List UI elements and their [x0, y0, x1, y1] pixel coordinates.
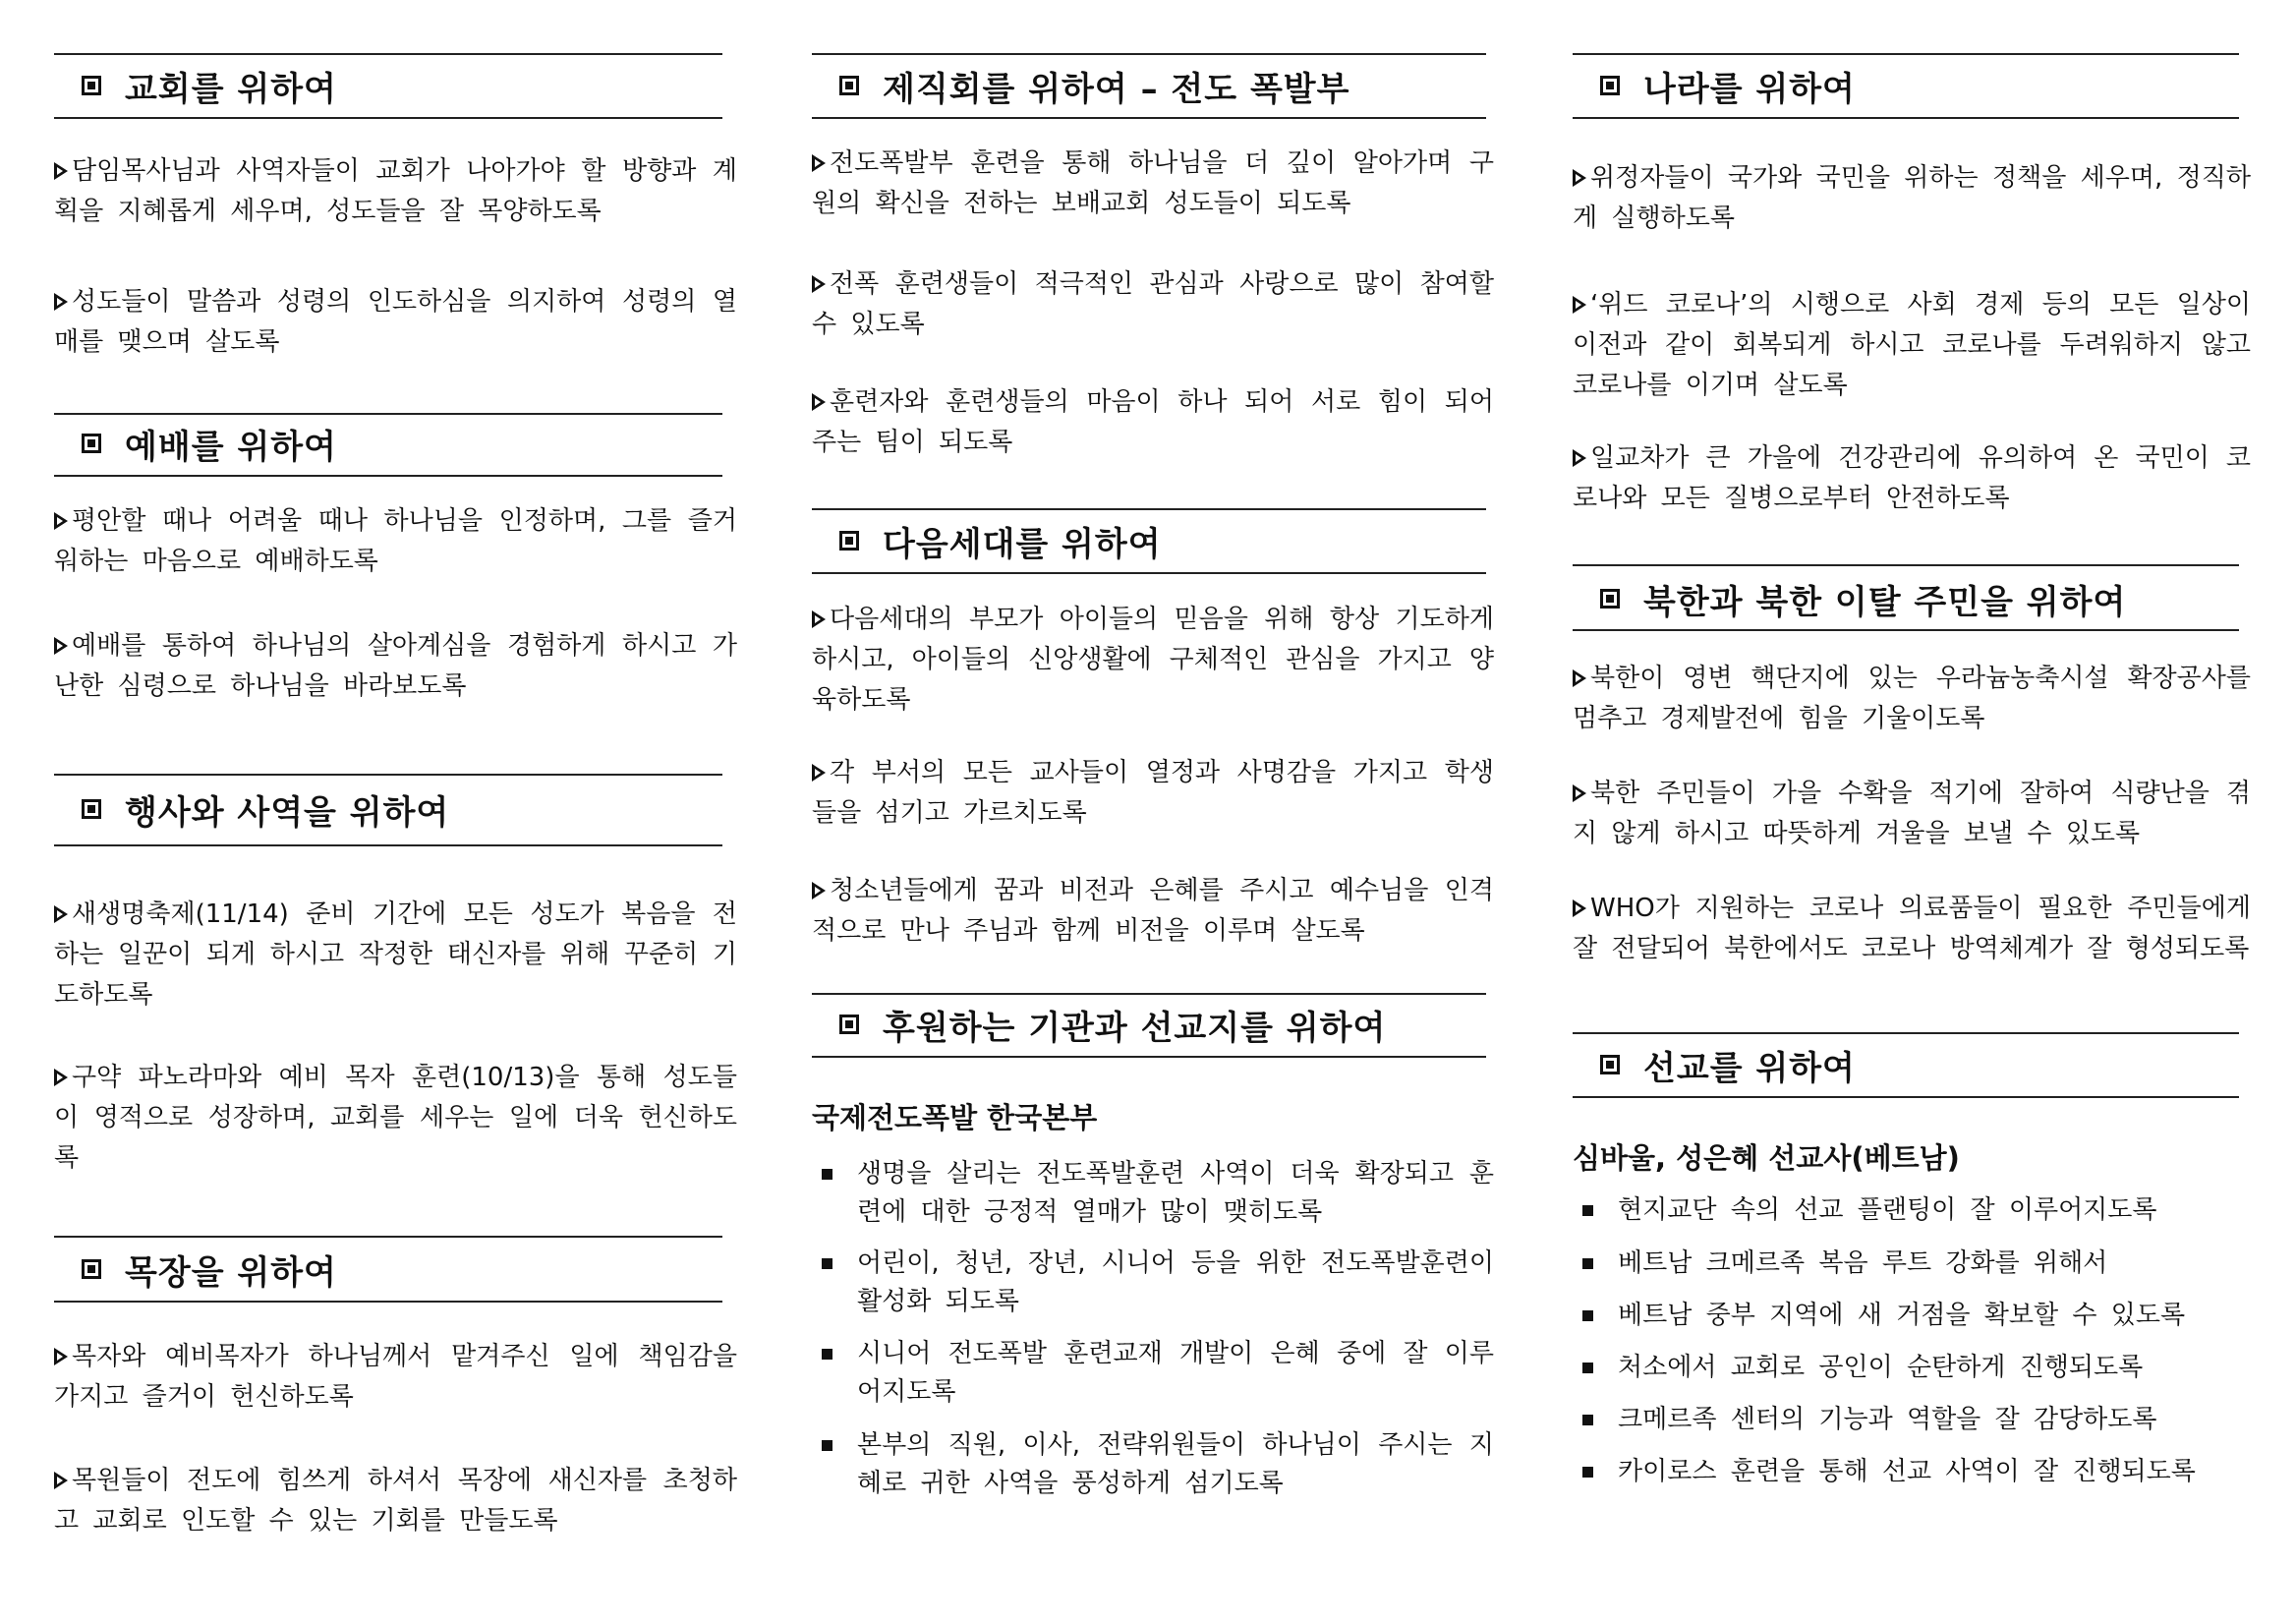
section-title: 나라를 위하여 [1643, 69, 1856, 109]
section-heading [1600, 62, 1856, 109]
square-bullet-icon [1600, 76, 1620, 95]
bullet-item [1573, 1297, 2251, 1335]
section-heading [839, 62, 1349, 109]
prayer-item [54, 626, 737, 707]
prayer-item-text: 북한이 영변 핵단지에 있는 우라늄농축시설 확장공사를 멈추고 경제발전에 힘을 기울이도록 [1573, 664, 2251, 733]
section-heading [82, 62, 337, 109]
triangle-marker-icon [54, 1348, 68, 1365]
bullet-item-text: 생명을 살리는 전도폭발훈련 사역이 더욱 확장되고 훈련에 대한 긍정적 열매가 많이 맺히도록 [857, 1159, 1494, 1227]
square-bullet-icon [822, 1258, 832, 1269]
section-top-rule [54, 1236, 722, 1238]
prayer-item-text: 구약 파노라마와 예비 목자 훈련(10/13)을 통해 성도들이 영적으로 성장하며, 교회를 세우는 일에 더욱 헌신하도록 [54, 1063, 737, 1173]
square-bullet-icon [1582, 1415, 1593, 1425]
triangle-marker-icon [54, 905, 68, 923]
prayer-item [54, 282, 737, 363]
section-bottom-rule [54, 475, 722, 477]
square-bullet-icon [82, 434, 101, 453]
section-title: 다음세대를 위하여 [883, 524, 1162, 564]
section-title: 후원하는 기관과 선교지를 위하여 [883, 1008, 1387, 1048]
prayer-item-text: 목자와 예비목자가 하나님께서 맡겨주신 일에 책임감을 가지고 즐거이 헌신하도록 [54, 1342, 737, 1412]
section-top-rule [54, 774, 722, 776]
prayer-item [54, 1058, 737, 1179]
prayer-item [812, 382, 1494, 463]
square-bullet-icon [822, 1440, 832, 1451]
section-title: 예배를 위하여 [125, 427, 337, 467]
triangle-marker-icon [1573, 296, 1586, 314]
section-bottom-rule [54, 117, 722, 119]
square-bullet-icon [839, 1015, 859, 1034]
triangle-marker-icon [812, 610, 826, 628]
bullet-item [812, 1335, 1494, 1412]
prayer-item-text: 위정자들이 국가와 국민을 위하는 정책을 세우며, 정직하게 실행하도록 [1573, 163, 2251, 233]
section-title: 행사와 사역을 위하여 [125, 792, 450, 833]
section-top-rule [1573, 53, 2239, 55]
square-bullet-icon [1582, 1467, 1593, 1478]
section-top-rule [54, 413, 722, 415]
bullet-item-text: 베트남 크메르족 복음 루트 강화를 위해서 [1618, 1248, 2108, 1278]
square-bullet-icon [839, 76, 859, 95]
prayer-item-text: 북한 주민들이 가을 수확을 적기에 잘하여 식량난을 겪지 않게 하시고 따뜻하게 겨울을 보낼 수 있도록 [1573, 779, 2251, 848]
triangle-marker-icon [812, 882, 826, 899]
prayer-item [812, 144, 1494, 224]
section-top-rule [1573, 1032, 2239, 1034]
square-bullet-icon [82, 799, 101, 819]
square-bullet-icon [822, 1349, 832, 1360]
section-top-rule [54, 53, 722, 55]
triangle-marker-icon [812, 764, 826, 782]
prayer-item [812, 871, 1494, 952]
prayer-item-text: 각 부서의 모든 교사들이 열정과 사명감을 가지고 학생들을 섬기고 가르치도록 [812, 758, 1494, 828]
bullet-item-text: 본부의 직원, 이사, 전략위원들이 하나님이 주시는 지혜로 귀한 사역을 풍성하게 섬기도록 [857, 1430, 1494, 1498]
bullet-item [1573, 1245, 2251, 1283]
section-bottom-rule [1573, 1096, 2239, 1098]
bullet-item-text: 어린이, 청년, 장년, 시니어 등을 위한 전도폭발훈련이 활성화 되도록 [857, 1248, 1494, 1316]
column-1 [54, 0, 737, 1624]
triangle-marker-icon [812, 154, 826, 172]
triangle-marker-icon [812, 275, 826, 293]
section-title: 목장을 위하여 [125, 1252, 337, 1293]
bullet-item-text: 베트남 중부 지역에 새 거점을 확보할 수 있도록 [1618, 1301, 2186, 1330]
triangle-marker-icon [54, 1069, 68, 1086]
prayer-item-text: 예배를 통하여 하나님의 살아계심을 경험하게 하시고 가난한 심령으로 하나님을 바라보도록 [54, 631, 737, 701]
bullet-item-text: 시니어 전도폭발 훈련교재 개발이 은혜 중에 잘 이루어지도록 [857, 1339, 1494, 1407]
prayer-item-text: ‘위드 코로나’의 시행으로 사회 경제 등의 모든 일상이 이전과 같이 회복되게 하시고 코로나를 두려워하지 않고 코로나를 이기며 살도록 [1573, 290, 2251, 400]
section-heading [1600, 575, 2126, 622]
triangle-marker-icon [54, 637, 68, 655]
prayer-item-text: 성도들이 말씀과 성령의 인도하심을 의지하여 성령의 열매를 맺으며 살도록 [54, 287, 737, 357]
triangle-marker-icon [54, 1472, 68, 1489]
section-bottom-rule [812, 1056, 1486, 1058]
section-heading [82, 785, 449, 833]
bullet-item-text: 카이로스 훈련을 통해 선교 사역이 잘 진행되도록 [1618, 1457, 2196, 1486]
triangle-marker-icon [1573, 784, 1586, 802]
prayer-item-text: 평안할 때나 어려울 때나 하나님을 인정하며, 그를 즐거워하는 마음으로 예배하도록 [54, 506, 737, 576]
triangle-marker-icon [1573, 169, 1586, 187]
prayer-item [1573, 774, 2251, 854]
bullet-item [812, 1426, 1494, 1503]
section-bottom-rule [1573, 117, 2239, 119]
triangle-marker-icon [54, 162, 68, 180]
prayer-item-text: 담임목사님과 사역자들이 교회가 나아가야 할 방향과 계획을 지혜롭게 세우며, 성도들을 잘 목양하도록 [54, 156, 737, 226]
triangle-marker-icon [1573, 899, 1586, 917]
section-title: 선교를 위하여 [1643, 1048, 1856, 1088]
prayer-item [54, 151, 737, 232]
section-bottom-rule [1573, 629, 2239, 631]
bullet-item [1573, 1349, 2251, 1387]
section-title: 교회를 위하여 [125, 69, 337, 109]
section-heading [82, 1246, 337, 1293]
section-top-rule [812, 993, 1486, 995]
bullet-item [1573, 1401, 2251, 1439]
bullet-item-text: 처소에서 교회로 공인이 순탄하게 진행되도록 [1618, 1353, 2144, 1382]
prayer-item-text: 전도폭발부 훈련을 통해 하나님을 더 깊이 알아가며 구원의 확신을 전하는 보배교회 성도들이 되도록 [812, 148, 1494, 218]
section-heading [82, 420, 337, 467]
square-bullet-icon [1582, 1363, 1593, 1373]
section-title: 북한과 북한 이탈 주민을 위하여 [1643, 582, 2127, 622]
prayer-item [54, 1337, 737, 1418]
triangle-marker-icon [1573, 449, 1586, 467]
prayer-item [54, 1461, 737, 1541]
prayer-item-text: 전폭 훈련생들이 적극적인 관심과 사랑으로 많이 참여할 수 있도록 [812, 269, 1494, 339]
prayer-item [1573, 158, 2251, 239]
prayer-item [1573, 659, 2251, 739]
square-bullet-icon [1600, 589, 1620, 609]
section-heading [839, 517, 1162, 564]
square-bullet-icon [839, 531, 859, 551]
column-3 [1573, 0, 2251, 1624]
prayer-item [1573, 285, 2251, 406]
bullet-item-text: 현지교단 속의 선교 플랜팅이 잘 이루어지도록 [1618, 1195, 2157, 1225]
triangle-marker-icon [54, 293, 68, 311]
prayer-item-text: 새생명축제(11/14) 준비 기간에 모든 성도가 복음을 전하는 일꾼이 되게 하시고 작정한 태신자를 위해 꾸준히 기도하도록 [54, 899, 737, 1010]
prayer-item [54, 501, 737, 582]
section-title: 제직회를 위하여 – 전도 폭발부 [883, 69, 1350, 109]
prayer-item [54, 895, 737, 1015]
prayer-item-text: 다음세대의 부모가 아이들의 믿음을 위해 항상 기도하게 하시고, 아이들의 신앙생활에 구체적인 관심을 가지고 양육하도록 [812, 605, 1494, 715]
prayer-item [812, 753, 1494, 834]
square-bullet-icon [1582, 1310, 1593, 1321]
section-top-rule [1573, 564, 2239, 566]
prayer-item-text: WHO가 지원하는 코로나 의료품들이 필요한 주민들에게 잘 전달되어 북한에서도 코로나 방역체계가 잘 형성되도록 [1573, 894, 2251, 963]
section-bottom-rule [54, 1301, 722, 1303]
prayer-item [812, 600, 1494, 721]
organization-subtitle: 심바울, 성은혜 선교사(베트남) [1573, 1141, 1960, 1175]
prayer-item [812, 264, 1494, 345]
section-top-rule [812, 53, 1486, 55]
prayer-item-text: 일교차가 큰 가을에 건강관리에 유의하여 온 국민이 코로나와 모든 질병으로부터 안전하도록 [1573, 443, 2251, 513]
triangle-marker-icon [812, 393, 826, 411]
prayer-item [1573, 438, 2251, 519]
square-bullet-icon [1582, 1205, 1593, 1216]
bullet-item [812, 1245, 1494, 1321]
square-bullet-icon [822, 1169, 832, 1180]
prayer-item-text: 훈련자와 훈련생들의 마음이 하나 되어 서로 힘이 되어주는 팀이 되도록 [812, 387, 1494, 457]
bullet-item [1573, 1191, 2251, 1230]
bullet-item [1573, 1453, 2251, 1491]
column-2 [812, 0, 1494, 1624]
prayer-item-text: 목원들이 전도에 힘쓰게 하셔서 목장에 새신자를 초청하고 교회로 인도할 수 있는 기회를 만들도록 [54, 1466, 737, 1536]
square-bullet-icon [1582, 1258, 1593, 1269]
section-bottom-rule [812, 572, 1486, 574]
organization-subtitle: 국제전도폭발 한국본부 [812, 1101, 1098, 1134]
section-bottom-rule [812, 117, 1486, 119]
triangle-marker-icon [1573, 669, 1586, 687]
section-heading [1600, 1041, 1856, 1088]
prayer-item-text: 청소년들에게 꿈과 비전과 은혜를 주시고 예수님을 인격적으로 만나 주님과 함께 비전을 이루며 살도록 [812, 876, 1494, 946]
square-bullet-icon [82, 1259, 101, 1279]
square-bullet-icon [82, 76, 101, 95]
prayer-item [1573, 889, 2251, 969]
section-heading [839, 1001, 1386, 1048]
triangle-marker-icon [54, 512, 68, 530]
bullet-item-text: 크메르족 센터의 기능과 역할을 잘 감당하도록 [1618, 1405, 2157, 1434]
section-top-rule [812, 508, 1486, 510]
section-bottom-rule [54, 844, 722, 846]
square-bullet-icon [1600, 1055, 1620, 1074]
bullet-item [812, 1155, 1494, 1232]
